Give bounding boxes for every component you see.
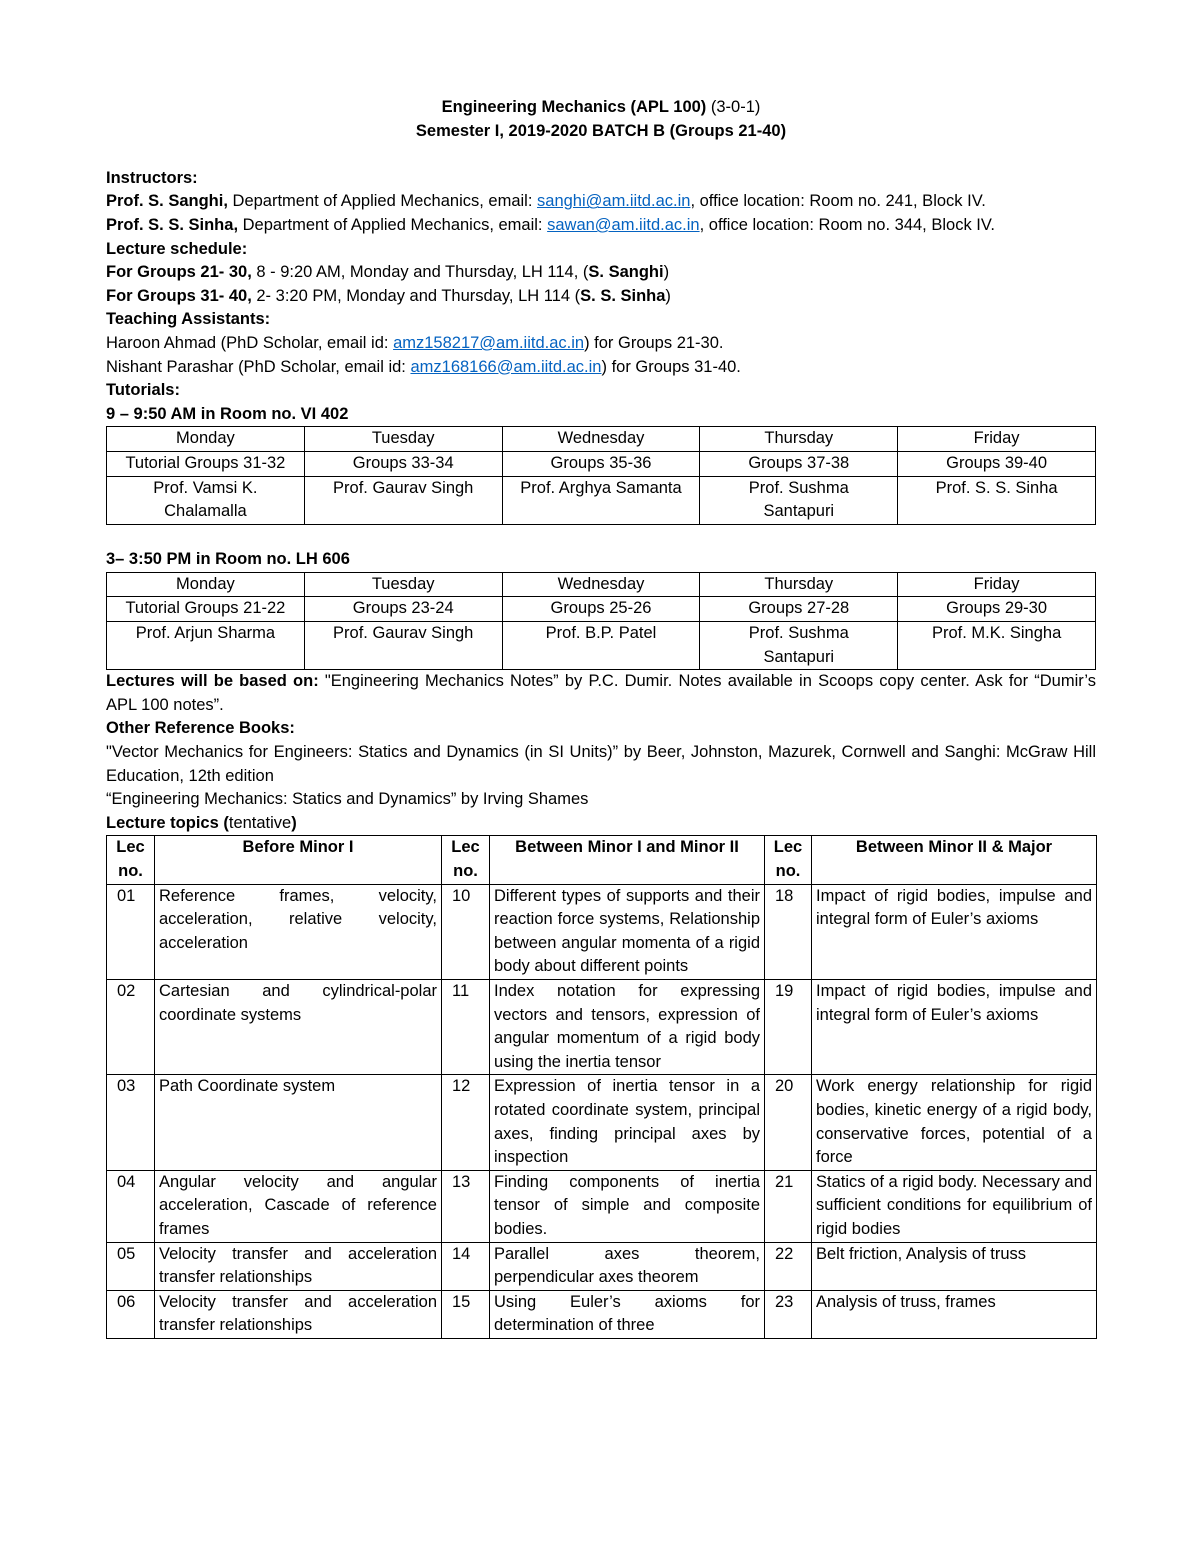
ta-email-link[interactable]: amz158217@am.iitd.ac.in (393, 333, 585, 352)
prof-cell: Prof. S. S. Sinha (898, 476, 1096, 524)
group-cell: Tutorial Groups 21-22 (107, 597, 305, 622)
day-cell: Tuesday (304, 572, 502, 597)
lecture-number: 12 (442, 1075, 490, 1170)
column-header: Between Minor II & Major (812, 836, 1097, 884)
topic-cell: Velocity transfer and acceleration transfer relationships (155, 1290, 442, 1338)
lecture-number: 13 (442, 1170, 490, 1242)
instructor-email-link[interactable]: sawan@am.iitd.ac.in (547, 215, 700, 234)
document-page (106, 96, 1096, 1339)
prof-cell: Prof. Sushma Santapuri (700, 476, 898, 524)
group-cell: Groups 33-34 (304, 451, 502, 476)
group-cell: Groups 29-30 (898, 597, 1096, 622)
topic-cell: Cartesian and cylindrical-polar coordinate systems (155, 979, 442, 1074)
day-cell: Friday (898, 427, 1096, 452)
topic-cell: Impact of rigid bodies, impulse and integral form of Euler’s axioms (812, 884, 1097, 979)
group-cell: Groups 23-24 (304, 597, 502, 622)
day-cell: Wednesday (502, 572, 700, 597)
instructor-line: Prof. S. S. Sinha, Department of Applied Mechanics, email: sawan@am.iitd.ac.in, office location: Room no. 344, Block IV. (106, 215, 995, 234)
prof-cell: Prof. Gaurav Singh (304, 476, 502, 524)
topic-cell: Velocity transfer and acceleration transfer relationships (155, 1242, 442, 1290)
column-header: Lec no. (442, 836, 490, 884)
morning-tutorial-table (106, 426, 1096, 524)
group-cell: Groups 25-26 (502, 597, 700, 622)
day-cell: Tuesday (304, 427, 502, 452)
lecture-number: 03 (107, 1075, 155, 1170)
prof-cell: Prof. Arghya Samanta (502, 476, 700, 524)
table-row (107, 451, 1096, 476)
lecture-number: 15 (442, 1290, 490, 1338)
group-cell: Groups 27-28 (700, 597, 898, 622)
column-header: Lec no. (107, 836, 155, 884)
topic-cell: Index notation for expressing vectors and tensors, expression of angular momentum of a rigid body using the inertia tensor (490, 979, 765, 1074)
group-cell: Tutorial Groups 31-32 (107, 451, 305, 476)
afternoon-tutorial-table (106, 572, 1096, 670)
lecture-topics-table (106, 835, 1097, 1338)
lecture-number: 14 (442, 1242, 490, 1290)
schedule-line: For Groups 21- 30, 8 - 9:20 AM, Monday and Thursday, LH 114, (S. Sanghi) (106, 263, 670, 282)
table-row (107, 622, 1096, 670)
group-cell: Groups 39-40 (898, 451, 1096, 476)
topic-cell: Parallel axes theorem, perpendicular axes theorem (490, 1242, 765, 1290)
lectures-basis: Lectures will be based on: "Engineering Mechanics Notes” by P.C. Dumir. Notes available in Scoops copy center. Ask for “Dumir’s APL 100 notes”. (106, 672, 1096, 714)
lecture-number: 02 (107, 979, 155, 1074)
lecture-number: 04 (107, 1170, 155, 1242)
ta-email-link[interactable]: amz168166@am.iitd.ac.in (410, 357, 602, 376)
table-row (107, 1170, 1097, 1242)
topic-cell: Analysis of truss, frames (812, 1290, 1097, 1338)
lecture-topics-heading: Lecture topics (tentative) (106, 813, 297, 832)
lecture-number: 21 (765, 1170, 812, 1242)
table-row (107, 1242, 1097, 1290)
group-cell: Groups 35-36 (502, 451, 700, 476)
day-cell: Friday (898, 572, 1096, 597)
lecture-schedule-heading: Lecture schedule: (106, 239, 248, 258)
topic-cell: Angular velocity and angular acceleration, Cascade of reference frames (155, 1170, 442, 1242)
instructor-email-link[interactable]: sanghi@am.iitd.ac.in (537, 192, 691, 211)
lecture-number: 06 (107, 1290, 155, 1338)
day-cell: Thursday (700, 427, 898, 452)
column-header: Before Minor I (155, 836, 442, 884)
lecture-number: 19 (765, 979, 812, 1074)
instructor-line: Prof. S. Sanghi, Department of Applied Mechanics, email: sanghi@am.iitd.ac.in, office location: Room no. 241, Block IV. (106, 192, 986, 211)
day-cell: Monday (107, 572, 305, 597)
day-cell: Thursday (700, 572, 898, 597)
schedule-line: For Groups 31- 40, 2- 3:20 PM, Monday and Thursday, LH 114 (S. S. Sinha) (106, 286, 671, 305)
prof-cell: Prof. Sushma Santapuri (700, 622, 898, 670)
table-header-row (107, 836, 1097, 884)
morning-tutorial-heading: 9 – 9:50 AM in Room no. VI 402 (106, 404, 349, 423)
lecture-number: 01 (107, 884, 155, 979)
topic-cell: Work energy relationship for rigid bodies, kinetic energy of a rigid body, conservative forces, potential of a force (812, 1075, 1097, 1170)
table-row (107, 597, 1096, 622)
table-row (107, 884, 1097, 979)
lecture-number: 20 (765, 1075, 812, 1170)
topic-cell: Expression of inertia tensor in a rotated coordinate system, principal axes, finding principal axes by inspection (490, 1075, 765, 1170)
prof-cell: Prof. Vamsi K. Chalamalla (107, 476, 305, 524)
semester-line: Semester I, 2019-2020 BATCH B (Groups 21-40) (415, 121, 787, 140)
table-row (107, 427, 1096, 452)
topic-cell: Path Coordinate system (155, 1075, 442, 1170)
topic-cell: Reference frames, velocity, acceleration, relative velocity, acceleration (155, 884, 442, 979)
afternoon-tutorial-heading: 3– 3:50 PM in Room no. LH 606 (106, 550, 350, 569)
prof-cell: Prof. Gaurav Singh (304, 622, 502, 670)
group-cell: Groups 37-38 (700, 451, 898, 476)
lecture-number: 23 (765, 1290, 812, 1338)
ta-line: Nishant Parashar (PhD Scholar, email id: amz168166@am.iitd.ac.in) for Groups 31-40. (106, 357, 741, 376)
reference-book: “Engineering Mechanics: Statics and Dynamics” by Irving Shames (106, 790, 589, 809)
topic-cell: Different types of supports and their reaction force systems, Relationship between angular momenta of a rigid body about different points (490, 884, 765, 979)
teaching-assistants-heading: Teaching Assistants: (106, 310, 271, 329)
topic-cell: Belt friction, Analysis of truss (812, 1242, 1097, 1290)
day-cell: Wednesday (502, 427, 700, 452)
lecture-number: 05 (107, 1242, 155, 1290)
topic-cell: Finding components of inertia tensor of simple and composite bodies. (490, 1170, 765, 1242)
table-row (107, 1290, 1097, 1338)
instructors-heading: Instructors: (106, 168, 198, 187)
topic-cell: Statics of a rigid body. Necessary and sufficient conditions for equilibrium of rigid bodies (812, 1170, 1097, 1242)
table-row (107, 476, 1096, 524)
topic-cell: Using Euler’s axioms for determination of three (490, 1290, 765, 1338)
lecture-number: 11 (442, 979, 490, 1074)
table-row (107, 979, 1097, 1074)
table-row (107, 572, 1096, 597)
tutorials-heading: Tutorials: (106, 381, 180, 400)
topic-cell: Impact of rigid bodies, impulse and integral form of Euler’s axioms (812, 979, 1097, 1074)
day-cell: Monday (107, 427, 305, 452)
prof-cell: Prof. M.K. Singha (898, 622, 1096, 670)
course-title: Engineering Mechanics (APL 100) (3-0-1) (441, 98, 761, 116)
column-header: Lec no. (765, 836, 812, 884)
lecture-number: 18 (765, 884, 812, 979)
reference-books-heading: Other Reference Books: (106, 719, 295, 738)
lecture-number: 10 (442, 884, 490, 979)
prof-cell: Prof. Arjun Sharma (107, 622, 305, 670)
ta-line: Haroon Ahmad (PhD Scholar, email id: amz158217@am.iitd.ac.in) for Groups 21-30. (106, 333, 724, 352)
table-row (107, 1075, 1097, 1170)
column-header: Between Minor I and Minor II (490, 836, 765, 884)
reference-book: "Vector Mechanics for Engineers: Statics and Dynamics (in SI Units)” by Beer, Johnston, Mazurek, Cornwell and Sanghi: McGraw Hill Education, 12th edition (106, 743, 1096, 785)
prof-cell: Prof. B.P. Patel (502, 622, 700, 670)
lecture-number: 22 (765, 1242, 812, 1290)
